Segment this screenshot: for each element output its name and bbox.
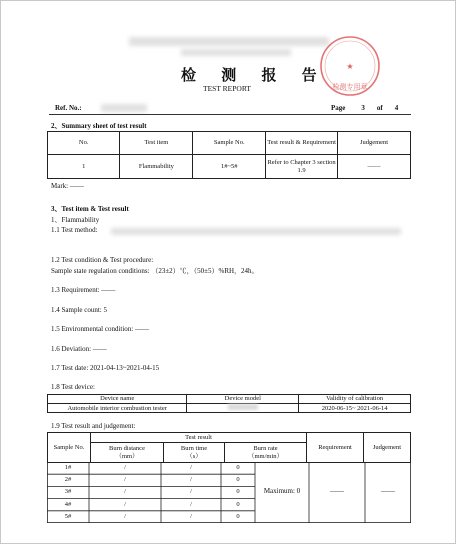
ref-no-label: Ref. No.: <box>55 104 82 112</box>
test-condition-detail: Sample state regulation conditions: （23±2）℃，（50±5）%RH，24h。 <box>51 267 259 275</box>
result-cell-rate: 0 <box>236 512 240 520</box>
report-title-cn: 检 测 报 告 <box>181 66 327 84</box>
summary-header-judgement: Judgement <box>338 132 411 155</box>
stamp-text: 检测专用章 <box>332 83 368 91</box>
device-cell-validity: 2020-06-15~ 2021-06-14 <box>299 404 411 413</box>
summary-cell-result: Refer to Chapter 3 section 1.9 <box>266 155 338 179</box>
result-header-judgement: Judgement <box>364 433 411 463</box>
result-judgement-label: 1.9 Test result and judgement: <box>51 422 136 430</box>
result-header-burn-rate: Burn rate （mm/min） <box>225 443 307 463</box>
result-header-test-result: Test result <box>91 433 307 443</box>
section3-heading: 3、Test item & Test result <box>51 205 129 213</box>
result-cell-dist: / <box>124 500 126 508</box>
result-cell-time: / <box>190 476 192 484</box>
result-cell-dist: / <box>124 512 126 520</box>
summary-cell-sample: 1#~5# <box>193 155 266 179</box>
result-header-sample-no: Sample No. <box>48 433 91 463</box>
result-cell-sample: 5# <box>64 512 72 520</box>
test-method-label: 1.1 Test method: <box>51 226 98 234</box>
test-condition-label: 1.2 Test condition & Test procedure: <box>51 256 154 264</box>
device-header-validity: Validity of calibration <box>299 395 411 404</box>
result-cell-time: / <box>190 512 192 520</box>
result-cell-dist: / <box>124 464 126 471</box>
result-header-requirement: Requirement <box>307 433 364 463</box>
deviation-line: 1.6 Deviation: —— <box>51 345 107 353</box>
result-body <box>47 462 411 523</box>
result-header-burn-time: Burn time （s） <box>164 443 225 463</box>
section2-heading: 2、Summary sheet of test result <box>51 122 147 130</box>
mark-line: Mark: —— <box>51 182 84 190</box>
summary-cell-no: 1 <box>48 155 120 179</box>
official-seal-stamp <box>319 35 381 97</box>
result-table <box>47 432 411 463</box>
result-cell-dist: / <box>124 476 126 484</box>
summary-table <box>47 131 411 179</box>
redacted-test-method <box>111 228 401 235</box>
redacted-header-line-1 <box>129 37 329 46</box>
result-cell-time: / <box>190 500 192 508</box>
result-cell-sample: 1# <box>64 464 72 471</box>
svg-text:★: ★ <box>346 62 354 71</box>
device-header-name: Device name <box>48 395 187 404</box>
summary-header-sample: Sample No. <box>193 132 266 155</box>
result-cell-time: / <box>190 488 192 496</box>
result-cell-rate: 0 <box>236 500 240 508</box>
report-title-en: TEST REPORT <box>203 84 251 93</box>
result-cell-rate: 0 <box>236 464 240 471</box>
result-judgement-value: —— <box>381 487 395 495</box>
test-device-label: 1.8 Test device: <box>51 383 95 391</box>
environmental-condition-line: 1.5 Environmental condition: —— <box>51 325 149 333</box>
result-cell-rate: 0 <box>236 488 240 496</box>
result-cell-sample: 4# <box>64 500 72 508</box>
device-header-model: Device model <box>187 395 299 404</box>
result-requirement-value: —— <box>330 487 344 495</box>
redacted-header-line-2 <box>181 49 291 56</box>
device-cell-name: Automobile interior combustion tester <box>48 404 187 413</box>
requirement-line: 1.3 Requirement: —— <box>51 286 116 294</box>
result-cell-dist: / <box>124 488 126 496</box>
sample-count-line: 1.4 Sample count: 5 <box>51 306 107 314</box>
summary-header-item: Test item <box>120 132 193 155</box>
result-header-burn-distance: Burn distance （mm） <box>91 443 164 463</box>
header-rule <box>49 114 411 115</box>
device-table <box>47 394 411 413</box>
summary-cell-judgement: —— <box>338 155 411 179</box>
result-cell-sample: 2# <box>64 476 72 484</box>
summary-header-result: Test result & Requirement <box>266 132 338 155</box>
summary-cell-item: Flammability <box>120 155 193 179</box>
device-cell-model <box>187 404 299 413</box>
item-flammability: 1、Flammability <box>51 216 100 224</box>
test-date-line: 1.7 Test date: 2021-04-13~2021-04-15 <box>51 364 160 372</box>
result-cell-rate: 0 <box>236 476 240 484</box>
summary-header-no: No. <box>48 132 120 155</box>
page-indicator: Page 3 of 4 <box>331 104 399 112</box>
result-cell-time: / <box>190 464 192 471</box>
result-max: Maximum: 0 <box>263 487 301 495</box>
result-cell-sample: 3# <box>64 488 72 496</box>
redacted-ref-no <box>101 104 147 112</box>
